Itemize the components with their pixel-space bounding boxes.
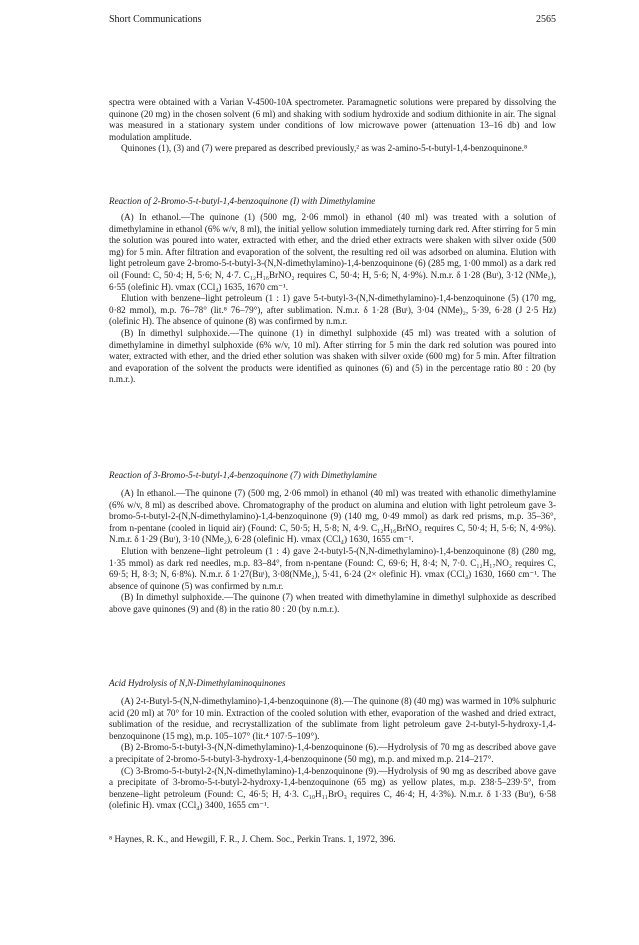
- intro-paragraph: spectra were obtained with a Varian V-4500-10A spectrometer. Paramagnetic solutions were prepared by dissolving the quinone (20 mg) in the chosen solvent (6 ml) and shaking with sodium hydroxide and sodium dithionite in air. The signal was measured in a stationary system under conditions of low microwave power (attenuation 13–16 db) and low modulation amplitude.: [109, 97, 556, 142]
- intro-paragraph-2: Quinones (1), (3) and (7) were prepared as described previously,² as was 2-amino-5-t-butyl-1,4-benzoquinone.⁸: [121, 143, 528, 154]
- intro-block: [109, 97, 556, 155]
- section-1-paragraph-b: (B) In dimethyl sulphoxide.—The quinone (1) in dimethyl sulphoxide (45 ml) was treated with a solution of dimethylamine in dimethyl sulphoxide (6% w/v, 10 ml). After stirring for 5 min the dark red solution was poured into water, extracted with ether, and the dried ether solution was shaken with silver oxide (600 mg) for 5 min. After filtration and evaporation of the solvent the products were identified as quinones (6) and (5) in the percentage ratio 80 : 20 (by n.m.r.).: [109, 327, 556, 385]
- section-3-body: [109, 696, 556, 812]
- section-2-paragraph-a2: Elution with benzene–light petroleum (1 : 4) gave 2-t-butyl-5-(N,N-dimethylamino)-1,4-benzoquinone (8) (280 mg, 1·35 mmol) as dark red needles, m.p. 83–84°, from n-pentane (Found: C, 69·6; H, 8·4; N, 7·0. C₁₂H₁₇NO₂ requires C, 69·5; H, 8·3; N, 6·8%). N.m.r. δ 1·27(Buᵗ), 3·08(NMe₂), 5·41, 6·24 (2× olefinic H). νmax (CCl₄) 1630, 1660 cm⁻¹. The absence of quinone (5) was confirmed by n.m.r.: [109, 545, 556, 591]
- section-2-body: [109, 488, 556, 616]
- running-head: [109, 14, 556, 25]
- section-3-paragraph-c: (C) 3-Bromo-5-t-butyl-2-(N,N-dimethylamino)-1,4-benzoquinone (9).—Hydrolysis of 90 mg as described above gave a precipitate of 3-bromo-5-t-butyl-2-hydroxy-1,4-benzoquinone (65 mg) as yellow plates, m.p. 238·5–239·5°, from benzene–light petroleum (Found: C, 46·5; H, 4·3. C₁₀H₁₁BrO₃ requires C, 46·4; H, 4·3%). N.m.r. δ 1·33 (Buᵗ), 6·58 (olefinic H). νmax (CCl₄) 3400, 1655 cm⁻¹.: [109, 765, 556, 811]
- section-3-paragraph-b: (B) 2-Bromo-5-t-butyl-3-(N,N-dimethylamino)-1,4-benzoquinone (6).—Hydrolysis of 70 mg as described above gave a precipitate of 2-bromo-5-t-butyl-3-hydroxy-1,4-benzoquinone (50 mg), m.p. and mixed m.p. 214–217°.: [109, 742, 556, 764]
- section-3-paragraph-a: (A) 2-t-Butyl-5-(N,N-dimethylamino)-1,4-benzoquinone (8).—The quinone (8) (40 mg) was warmed in 10% sulphuric acid (20 ml) at 70° for 10 min. Extraction of the cooled solution with ether, evaporation of the washed and dried extract, sublimation of the residue, and recrystallization of the sublimate from light petroleum gave 2-t-butyl-5-hydroxy-1,4-benzoquinone (15 mg), m.p. 105–107° (lit.⁴ 107·5–109°).: [109, 696, 556, 741]
- section-1-body: [109, 212, 556, 386]
- section-title-3: Acid Hydrolysis of N,N-Dimethylaminoquinones: [109, 678, 286, 688]
- section-title-1: Reaction of 2-Bromo-5-t-butyl-1,4-benzoquinone (I) with Dimethylamine: [109, 196, 376, 206]
- section-2-paragraph-b: (B) In dimethyl sulphoxide.—The quinone (7) when treated with dimethylamine in dimethyl sulphoxide as described above gave quinones (9) and (8) in the ratio 80 : 20 (by n.m.r.).: [109, 592, 556, 614]
- section-title-2: Reaction of 3-Bromo-5-t-butyl-1,4-benzoquinone (7) with Dimethylamine: [109, 470, 377, 480]
- running-head-title: Short Communications: [109, 14, 202, 25]
- page-number: 2565: [536, 14, 556, 25]
- section-1-paragraph-a2: Elution with benzene–light petroleum (1 : 1) gave 5-t-butyl-3-(N,N-dimethylamino)-1,4-benzoquinone (5) (170 mg, 0·82 mmol), m.p. 76–78° (lit.⁸ 76–79°), after sublimation. N.m.r. δ 1·28 (Buᵗ), 3·04 (NMe)₂, 5·39, 6·28 (J 2·5 Hz) (olefinic H). The absence of quinone (8) was confirmed by n.m.r.: [109, 293, 556, 327]
- footnote: ⁸ Haynes, R. K., and Hewgill, F. R., J. Chem. Soc., Perkin Trans. 1, 1972, 396.: [109, 834, 396, 844]
- section-2-paragraph-a: (A) In ethanol.—The quinone (7) (500 mg, 2·06 mmol) in ethanol (40 ml) was treated with ethanolic dimethylamine (6% w/v, 8 ml) as described above. Chromatography of the product on alumina and elution with light petroleum gave 3-bromo-5-t-butyl-2-(N,N-dimethylamino)-1,4-benzoquinone (9) (140 mg, 0·49 mmol) as dark red prisms, m.p. 35–36°, from n-pentane (cooled in liquid air) (Found: C, 50·5; H, 5·8; N, 4·9. C₁₂H₁₆BrNO₂ requires C, 50·4; H, 5·6; N, 4·9%). N.m.r. δ 1·29 (Buᵗ), 3·10 (NMe₂), 6·28 (olefinic H). νmax (CCl₄) 1630, 1655 cm⁻¹.: [109, 488, 556, 545]
- section-1-paragraph-a: (A) In ethanol.—The quinone (1) (500 mg, 2·06 mmol) in ethanol (40 ml) was treated with a solution of dimethylamine in ethanol (6% w/v, 8 ml), the initial yellow solution immediately turning dark red. After stirring for 5 min the solution was poured into water, extracted with ether, and the dried ether extracts were shaken with silver oxide (500 mg) for 5 min. After filtration and evaporation of the solvent, the resulting red oil was adsorbed on alumina. Elution with light petroleum gave 2-bromo-5-t-butyl-3-(N,N-dimethylamino)-1,4-benzoquinone (6) (285 mg, 1·00 mmol) as a dark red oil (Found: C, 50·4; H, 5·6; N, 4·7. C₁₂H₁₆BrNO₂ requires C, 50·4; H, 5·6; N, 4·9%). N.m.r. δ 1·28 (Buᵗ), 3·12 (NMe₂), 6·55 (olefinic H). νmax (CCl₄) 1635, 1670 cm⁻¹.: [109, 212, 556, 292]
